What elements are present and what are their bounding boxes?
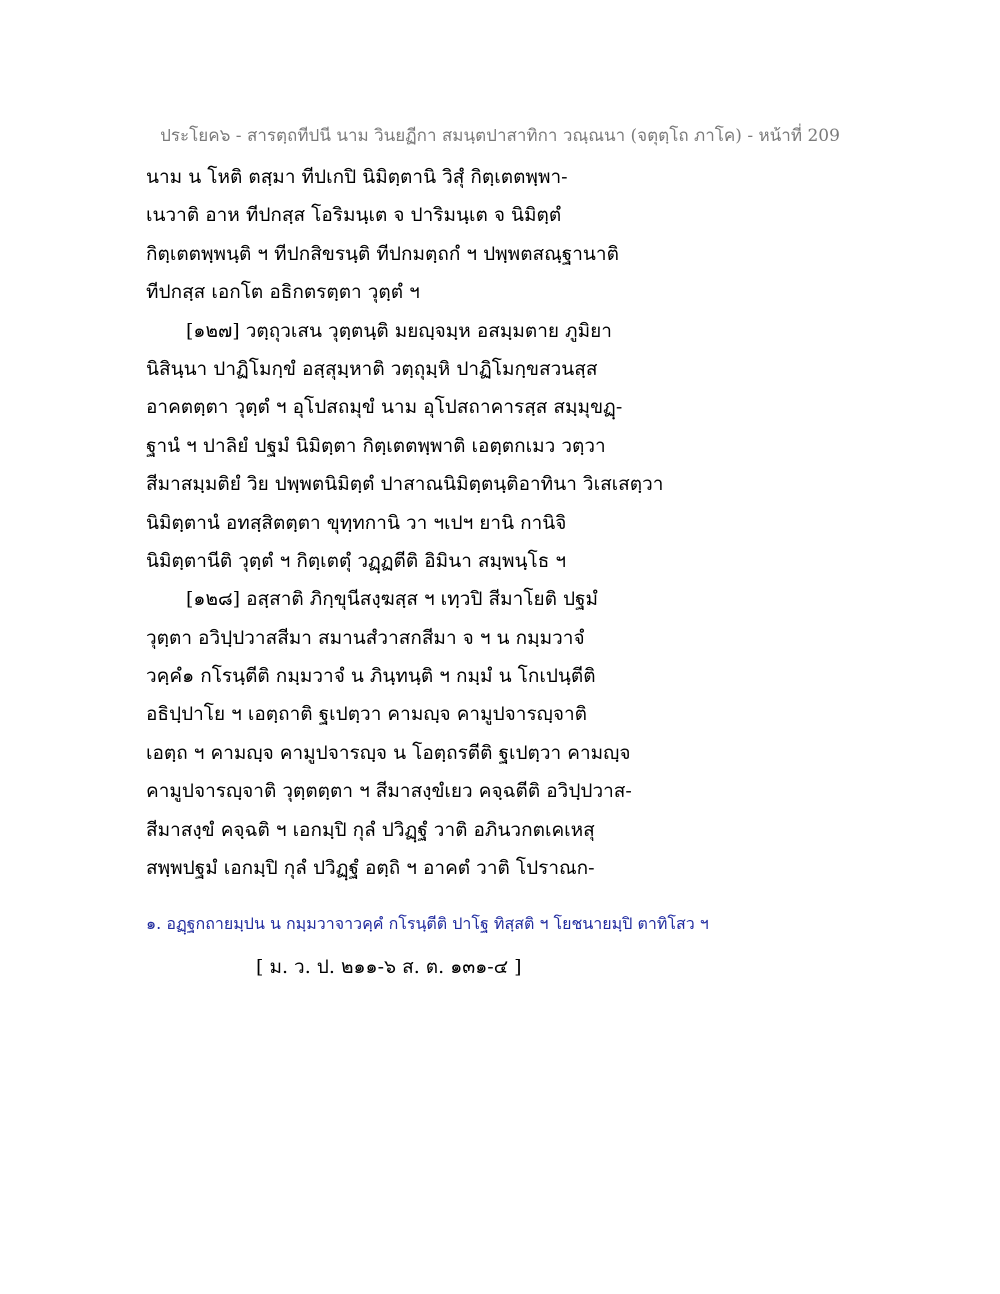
text-line-12-paragraph-128: [๑๒๘] อสฺสาติ ภิกฺขุนีสงฺฆสฺส ฯ เทฺวปิ สีมาโยติ ปฐมํ: [186, 588, 599, 611]
text-line-7: อาคตตฺตา วุตฺตํ ฯ อุโปสถมุขํ นาม อุโปสถาคารสฺส สมฺมุขฏฺ-: [146, 396, 623, 419]
text-line-6: นิสินฺนา ปาฏิโมกฺขํ อสฺสุมฺหาติ วตฺถุมฺหิ ปาฏิโมกฺขสวนสฺส: [146, 357, 598, 380]
text-line-9: สีมาสมฺมติยํ วิย ปพฺพตนิมิตฺตํ ปาสาณนิมิตฺตนฺติอาทินา วิเสเสตฺวา: [146, 473, 664, 496]
text-line-13: วุตฺตา อวิปฺปวาสสีมา สมานสํวาสกสีมา จ ฯ น กมฺมวาจํ: [146, 626, 585, 649]
text-line-10: นิมิตฺตานํ อทสฺสิตตฺตา ขุทฺทกานิ วา ฯเปฯ ยานิ กานิจิ: [146, 511, 567, 534]
body-text: [146, 158, 846, 887]
text-line-2: เนวาติ อาห ทีปกสฺส โอริมนฺเต จ ปาริมนฺเต จ นิมิตฺตํ: [146, 204, 562, 227]
text-line-5-paragraph-127: [๑๒๗] วตฺถุวเสน วุตฺตนฺติ มยญฺจมฺห อสมฺมตาย ภูมิยา: [186, 319, 612, 342]
text-line-19: สพฺพปฐมํ เอกมฺปิ กุลํ ปวิฏฺฐํ อตฺถิ ฯ อาคตํ วาติ โปราณก-: [146, 857, 595, 880]
text-line-18: สีมาสงฺขํ คจฺฉติ ฯ เอกมฺปิ กุลํ ปวิฏฺฐํ วาติ อภินวกตเคเหสุ: [146, 818, 595, 841]
footnote: ๑. อฏฺฐกถายมฺปน น กมฺมวาจาวคฺคํ กโรนฺตีติ ปาโฐ ทิสฺสติ ฯ โยชนายมฺปิ ตาทิโสว ฯ: [146, 914, 709, 933]
text-line-8: ฐานํ ฯ ปาลิยํ ปฐมํ นิมิตฺตา กิตฺเตตพฺพาติ เอตฺตกเมว วตฺวา: [146, 434, 606, 457]
text-line-4: ทีปกสฺส เอกโต อธิกตรตฺตา วุตฺตํ ฯ: [146, 281, 420, 304]
page-header: ประโยค๖ - สารตฺถทีปนี นาม วินยฏีกา สมนฺตปาสาทิกา วณฺณนา (จตุตฺโถ ภาโค) - หน้าที่ 209: [160, 126, 840, 146]
text-line-1: นาม น โหติ ตสฺมา ทีปเกปิ นิมิตฺตานิ วิสุํ กิตฺเตตพฺพา-: [146, 166, 568, 188]
text-line-11: นิมิตฺตานีติ วุตฺตํ ฯ กิตฺเตตุํ วฏฺฏตีติ อิมินา สมฺพนฺโธ ฯ: [146, 549, 567, 572]
text-line-14: วคฺคํ๑ กโรนฺตีติ กมฺมวาจํ น ภินฺทนฺติ ฯ กมฺมํ น โกเปนฺตีติ: [146, 665, 596, 688]
text-line-3: กิตฺเตตพฺพนฺติ ฯ ทีปกสิขรนฺติ ทีปกมตฺถกํ ฯ ปพฺพตสณฺฐานาติ: [146, 242, 619, 265]
text-line-17: คามูปจารญฺจาติ วุตฺตตฺตา ฯ สีมาสงฺขํเยว คจฺฉตีติ อวิปฺปวาส-: [146, 780, 632, 803]
page-reference: [ ม. ว. ป. ๒๑๑-๖ ส. ต. ๑๓๑-๔ ]: [256, 956, 522, 978]
text-line-15: อธิปฺปาโย ฯ เอตฺถาติ ฐเปตฺวา คามญฺจ คามูปจารญฺจาติ: [146, 703, 587, 726]
text-line-16: เอตฺถ ฯ คามญฺจ คามูปจารญฺจ น โอตฺถรตีติ ฐเปตฺวา คามญฺจ: [146, 741, 631, 764]
